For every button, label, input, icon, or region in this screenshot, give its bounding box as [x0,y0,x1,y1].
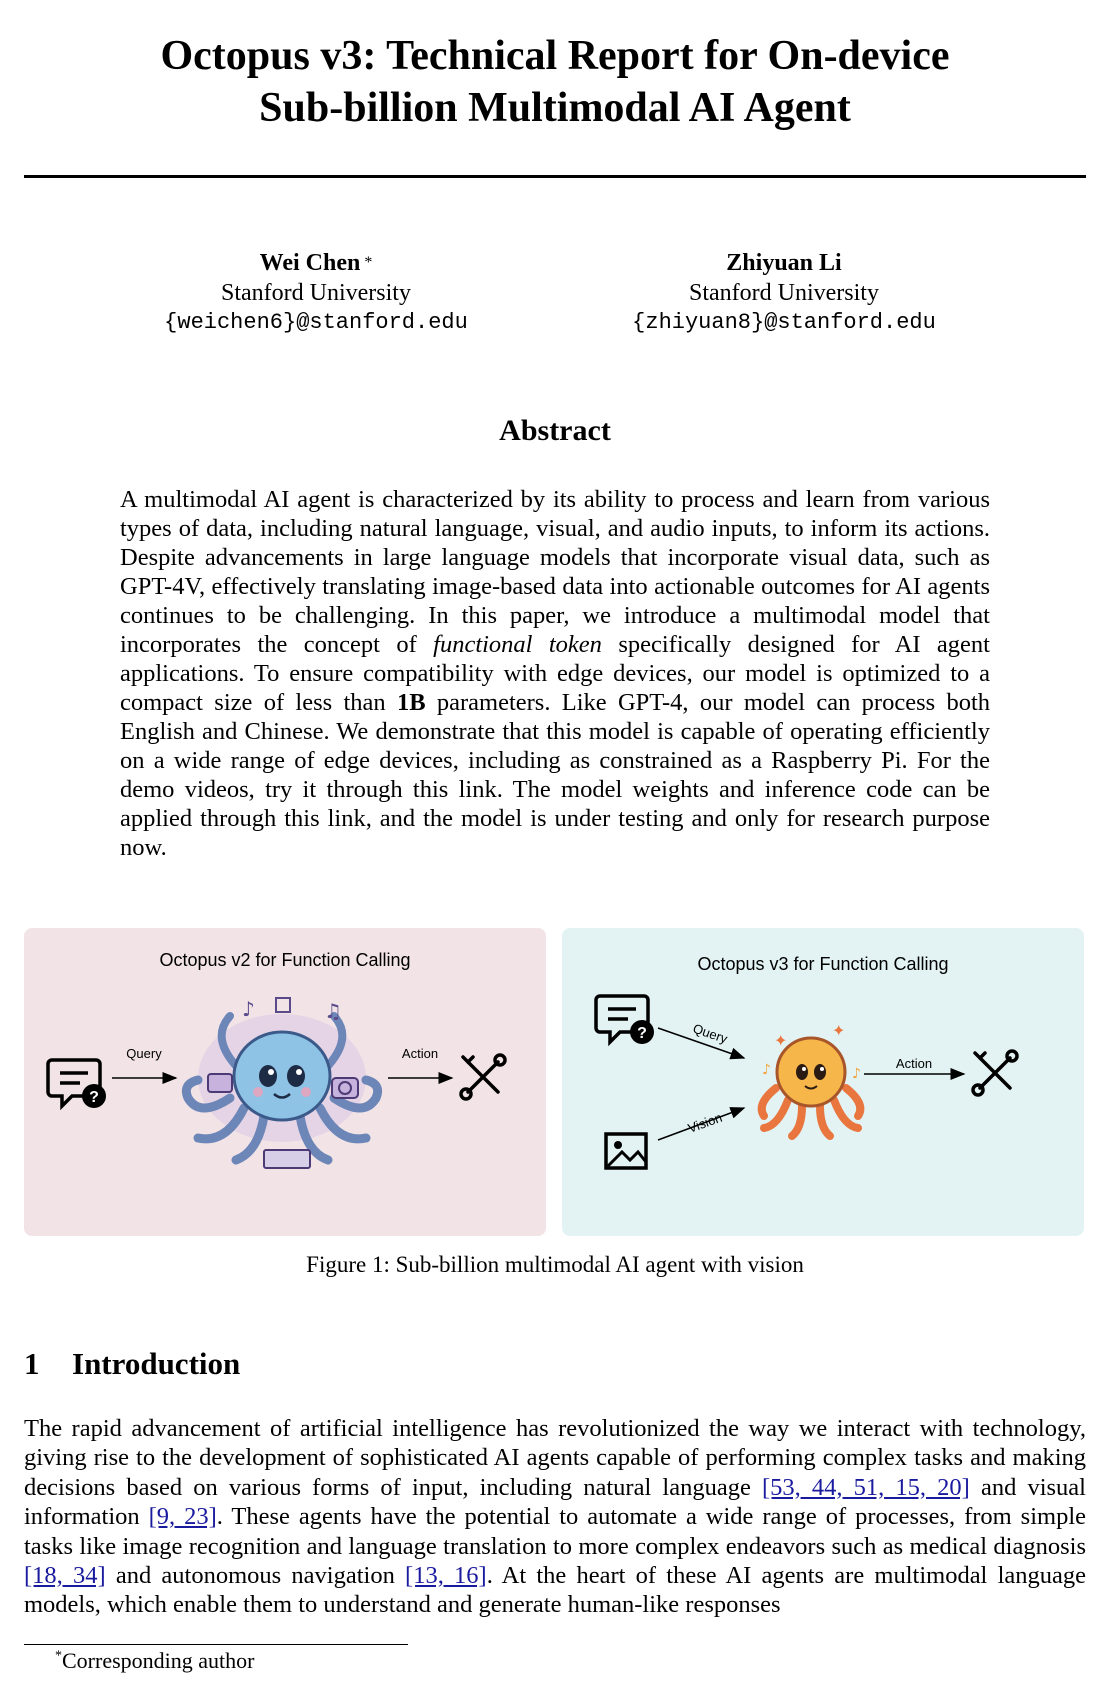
octopus-v2-illustration [186,997,377,1168]
section-heading-introduction: 1 Introduction [24,1346,241,1381]
svg-text:♫: ♫ [324,999,342,1023]
citation-link[interactable]: [18, 34] [24,1562,106,1590]
svg-text:?: ? [637,1025,647,1042]
title-rule [24,175,1086,178]
title-line-2: Sub-billion Multimodal AI Agent [259,85,851,131]
vision-label: Vision [685,1109,725,1136]
svg-text:?: ? [89,1089,99,1106]
citation-link[interactable]: [13, 16] [405,1562,487,1590]
footnote-rule [24,1644,408,1645]
svg-text:♪: ♪ [242,997,255,1021]
tools-icon [973,1051,1017,1095]
title-line-1: Octopus v3: Technical Report for On-device [160,33,950,79]
figure-panel-octopus-v2 [24,928,546,1236]
author-block-2 [574,248,994,338]
query-label: Query [126,1046,162,1061]
abstract-text: A multimodal AI agent is characterized by its ability to process and learn from various types of data, including natural language, visual, and audio inputs, to inform its actions. Despite advancements in large language models that incorporate visual data, such as GPT-4V, effectively translating image-based data into actionable outcomes for AI agents continues to be challenging. In this paper, we introduce a multimodal model that incorporates the concept of functional token specifically designed for AI agent applications. To ensure compatibility with edge devices, our model is optimized to a compact size of less than 1B parameters. Like GPT-4, our model can process both English and Chinese. We demonstrate that this model is capable of operating efficiently on a wide range of edge devices, including as constrained as a Raspberry Pi. For the demo videos, try it through this link. The model weights and inference code can be applied through this link, and the model is under testing and only for research purpose now. [120,486,991,861]
svg-text:✦: ✦ [774,1031,788,1050]
author-affiliation: Stanford University [689,280,879,306]
panel-title: Octopus v3 for Function Calling [697,954,949,974]
footnote: *Corresponding author [55,1648,255,1673]
action-label: Action [895,1056,933,1071]
author-email[interactable]: {weichen6}@stanford.edu [164,310,468,335]
citation-link[interactable]: [53, 44, 51, 15, 20] [761,1473,970,1501]
svg-text:✦: ✦ [832,1021,846,1040]
image-icon [606,1134,646,1168]
svg-text:♪: ♪ [852,1066,861,1082]
action-label: Action [401,1046,439,1061]
octopus-v3-illustration [762,1021,861,1136]
query-label: Query [691,1020,730,1047]
author-affiliation: Stanford University [221,280,411,306]
chat-question-icon [596,996,654,1044]
author-name: Zhiyuan Li [726,250,842,276]
author-name: Wei Chen * [259,250,373,276]
figure-panel-octopus-v3 [562,928,1084,1236]
introduction-paragraph: The rapid advancement of artificial intelligence has revolutionized the way we interact with technology, giving rise to the development of sophisticated AI agents capable of performing complex tasks and making decisions based on various forms of input, including natural language [53, 44, 51, 15, 20] and visual information [9, 23]. These agents have the potential to automate a wide range of processes, from simple tasks like image recognition and language translation to more complex endeavors such as medical diagnosis [18, 34] and autonomous navigation [13, 16]. At the heart of these AI agents are multimodal language models, which enable them to understand and generate human-like responses [24,1415,1086,1619]
author-email[interactable]: {zhiyuan8}@stanford.edu [632,310,936,335]
chat-question-icon [48,1060,106,1108]
svg-text:♪: ♪ [762,1062,771,1078]
panel-title: Octopus v2 for Function Calling [159,950,411,970]
figure-caption: Figure 1: Sub-billion multimodal AI agent with vision [306,1252,804,1277]
citation-link[interactable]: [9, 23] [148,1503,217,1531]
abstract-heading: Abstract [499,414,611,447]
tools-icon [461,1055,505,1099]
author-block-1 [106,248,526,338]
paper-title [0,30,1110,134]
